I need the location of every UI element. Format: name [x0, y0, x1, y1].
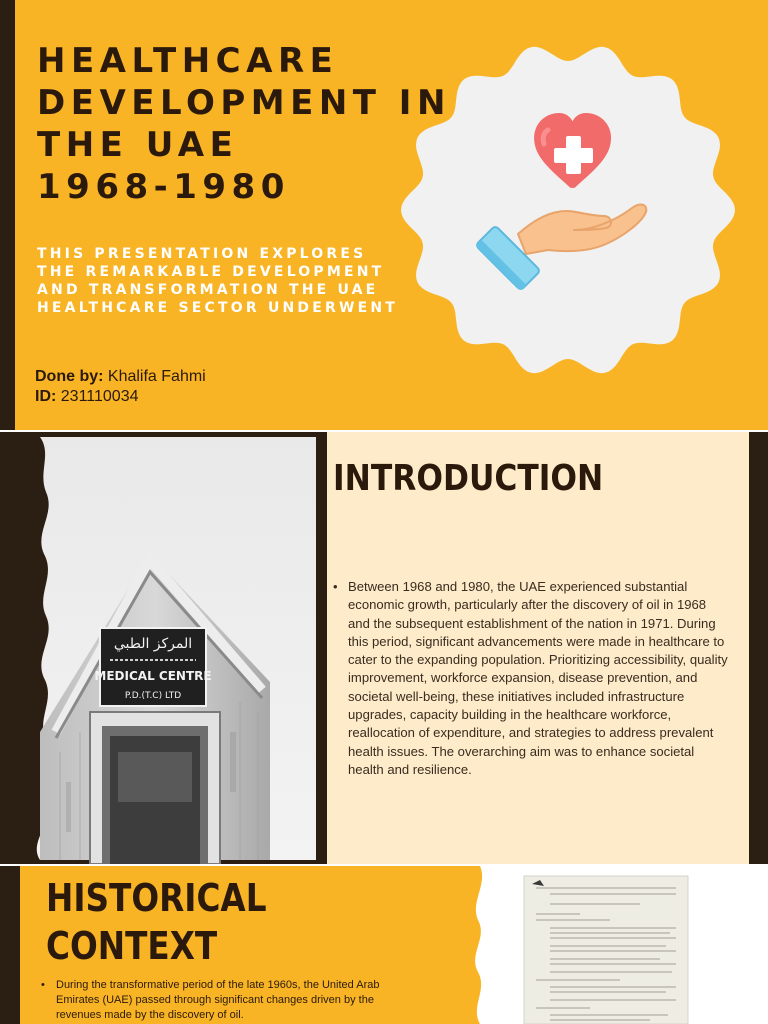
sign-company: P.D.(T.C) LTD	[124, 691, 182, 701]
subtitle-line: AND TRANSFORMATION THE UAE	[37, 282, 379, 298]
title-slide	[0, 0, 768, 430]
id-label: ID:	[35, 388, 57, 405]
subtitle-line: THE REMARKABLE DEVELOPMENT	[37, 264, 385, 280]
left-accent-bar	[0, 866, 20, 1024]
heading-line: HISTORICAL	[46, 876, 267, 920]
historical-context-slide	[0, 866, 768, 1024]
title-line: THE UAE	[37, 125, 239, 165]
author-info	[35, 367, 206, 407]
title-line: 1968-1980	[37, 167, 290, 207]
medical-centre-photo	[0, 432, 322, 864]
presentation-title	[37, 40, 451, 208]
left-accent-bar	[0, 0, 15, 430]
introduction-text: Between 1968 and 1980, the UAE experienced substantial economic growth, particularly after the discovery of oil in 1968 and the subsequent establishment of the nation in 1971. During this period, significant advancements were made in healthcare to cater to the expanding population. Prioritizing accessibility, quality improvement, workforce expansion, disease prevention, and societal well-being, these initiatives included infrastructure upgrades, capacity building in the healthcare workforce, reallocation of expenditure, and strategies to address prevalent health issues. The overarching aim was to enhance societal health and resilience.	[348, 579, 728, 777]
subtitle-line: THIS PRESENTATION EXPLORES	[37, 246, 367, 262]
title-line: HEALTHCARE	[37, 41, 339, 81]
bullet-marker: •	[333, 579, 338, 594]
author-name: Khalifa Fahmi	[107, 368, 206, 385]
sign-arabic: المركز الطبي	[113, 636, 193, 652]
introduction-slide	[0, 432, 768, 864]
subtitle-line: HEALTHCARE SECTOR UNDERWENT	[37, 300, 399, 316]
sign-english: MEDICAL CENTRE	[94, 669, 212, 683]
heart-cross-in-hand-icon	[398, 40, 738, 380]
id-row	[35, 387, 206, 407]
introduction-heading: INTRODUCTION	[333, 458, 604, 499]
done-by-label: Done by:	[35, 368, 104, 385]
historical-context-heading	[46, 874, 267, 970]
historical-context-text: During the transformative period of the late 1960s, the United Arab Emirates (UAE) passed through significant changes driven by the revenues made by the discovery of oil.	[56, 979, 380, 1021]
historical-document-image	[440, 866, 768, 1024]
student-id: 231110034	[60, 388, 139, 405]
title-line: DEVELOPMENT IN	[37, 83, 451, 123]
done-by-row	[35, 367, 206, 387]
bullet-marker: •	[41, 979, 45, 991]
heading-line: CONTEXT	[46, 924, 218, 968]
presentation-subtitle	[37, 245, 398, 317]
